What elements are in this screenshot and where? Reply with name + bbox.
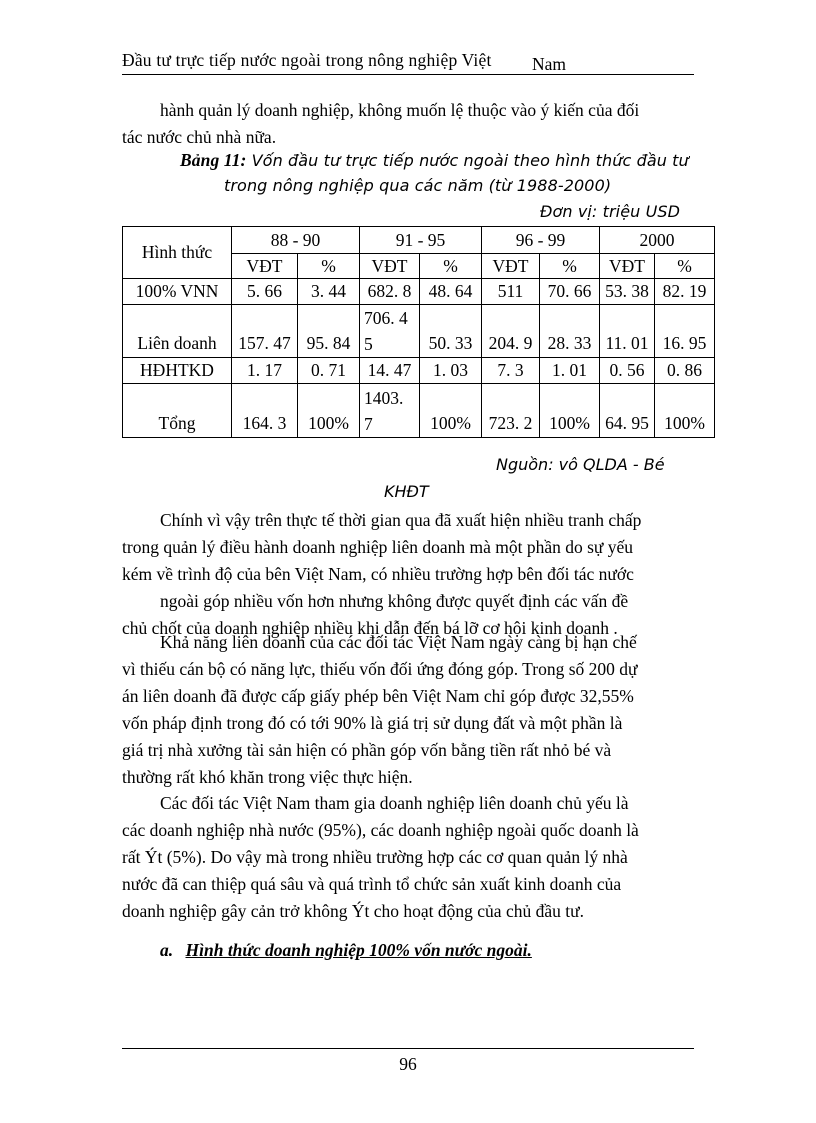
table-cell: 100% — [420, 384, 482, 438]
table-cell: 1. 03 — [420, 358, 482, 384]
table-caption-label: Bảng 11: — [180, 150, 247, 170]
para-line: giá trị nhà xưởng tài sản hiện có phần góp vốn bằng tiền rất nhỏ bé và — [122, 740, 612, 760]
table-cell: 28. 33 — [540, 305, 600, 358]
table-cell: 50. 33 — [420, 305, 482, 358]
paragraph-2 — [122, 629, 694, 794]
sub-header: % — [420, 254, 482, 279]
table-cell: 7. 3 — [482, 358, 540, 384]
para-line: vì thiếu cán bộ có năng lực, thiếu vốn đối ứng đóng góp. Trong số 200 dự — [122, 659, 638, 679]
para-line: Các đối tác Việt Nam tham gia doanh nghiệp liên doanh chủ yếu là — [160, 793, 629, 813]
table-cell: 11. 01 — [600, 305, 655, 358]
section-heading — [160, 940, 532, 961]
intro-line: hành quản lý doanh nghiệp, không muốn lệ thuộc vào ý kiến của đối — [160, 100, 640, 120]
table-cell: 682. 8 — [360, 279, 420, 305]
table-cell: 511 — [482, 279, 540, 305]
sub-header: % — [298, 254, 360, 279]
para-line: chủ chốt của doanh nghiệp nhiều khi dẫn đến bá lỡ cơ hội kinh doanh . — [122, 618, 618, 638]
table-cell: 82. 19 — [655, 279, 715, 305]
table-cell: 14. 47 — [360, 358, 420, 384]
table-cell: 53. 38 — [600, 279, 655, 305]
sub-header: VĐT — [360, 254, 420, 279]
footer-rule — [122, 1048, 694, 1049]
sub-header: VĐT — [600, 254, 655, 279]
intro-line: tác nước chủ nhà nữa. — [122, 127, 277, 147]
sub-header: VĐT — [482, 254, 540, 279]
table-unit: Đơn vị: triệu USD — [540, 202, 681, 221]
para-line: doanh nghiệp gây cản trở không Ýt cho hoạt động của chủ đầu tư. — [122, 901, 584, 921]
table-cell: 100% — [655, 384, 715, 438]
paragraph-3 — [122, 790, 694, 930]
paragraph-1 — [122, 507, 694, 647]
source-line2: KHĐT — [384, 482, 429, 501]
para-line: vốn pháp định trong đó có tới 90% là giá trị sử dụng đất và một phần là — [122, 713, 623, 733]
para-line: nước đã can thiệp quá sâu và quá trình tổ chức sản xuất kinh doanh của — [122, 874, 622, 894]
row-label: Tổng — [123, 384, 232, 438]
table-row — [123, 384, 715, 438]
para-line: Chính vì vậy trên thực tế thời gian qua đã xuất hiện nhiều tranh chấp — [160, 510, 642, 530]
table-cell: 100% — [540, 384, 600, 438]
para-line: rất Ýt (5%). Do vậy mà trong nhiều trường hợp các cơ quan quản lý nhà — [122, 847, 628, 867]
sub-header: VĐT — [232, 254, 298, 279]
intro-paragraph — [122, 97, 694, 157]
section-marker: a. — [160, 940, 174, 960]
table-cell: 157. 47 — [232, 305, 298, 358]
investment-table — [122, 226, 715, 438]
sub-header: % — [540, 254, 600, 279]
period-header: 96 - 99 — [482, 227, 600, 254]
table-cell: 164. 3 — [232, 384, 298, 438]
table-cell: 706. 45 — [360, 305, 420, 358]
table-caption-text: Vốn đầu tư trực tiếp nước ngoài theo hình thức đầu tư — [251, 151, 689, 170]
table-caption-line1 — [180, 150, 689, 171]
row-label: 100% VNN — [123, 279, 232, 305]
period-header: 91 - 95 — [360, 227, 482, 254]
source-line1: Nguồn: vô QLDA - Bé — [496, 455, 665, 474]
table-cell: 1. 17 — [232, 358, 298, 384]
header-title: Đầu tư trực tiếp nước ngoài trong nông nghiệp Việt — [122, 50, 492, 70]
para-line: ngoài góp nhiều vốn hơn nhưng không được quyết định các vấn đề — [160, 591, 629, 611]
table-row — [123, 279, 715, 305]
row-label: Liên doanh — [123, 305, 232, 358]
para-line: Khả năng liên doanh của các đối tác Việt Nam ngày càng bị hạn chế — [160, 632, 637, 652]
section-title: Hình thức doanh nghiệp 100% vốn nước ngoài. — [185, 940, 532, 960]
table-cell: 204. 9 — [482, 305, 540, 358]
table-cell: 16. 95 — [655, 305, 715, 358]
table-cell: 64. 95 — [600, 384, 655, 438]
table-cell: 100% — [298, 384, 360, 438]
page-number: 96 — [399, 1054, 417, 1074]
table-caption-line2: trong nông nghiệp qua các năm (từ 1988-2000) — [224, 176, 612, 195]
table-row — [123, 358, 715, 384]
table-cell: 5. 66 — [232, 279, 298, 305]
table-cell: 0. 56 — [600, 358, 655, 384]
table-cell: 1. 01 — [540, 358, 600, 384]
table-cell: 1403. 7 — [360, 384, 420, 438]
header-title-tail: Nam — [532, 54, 567, 74]
period-header: 88 - 90 — [232, 227, 360, 254]
para-line: án liên doanh đã được cấp giấy phép bên Việt Nam chỉ góp được 32,55% — [122, 686, 634, 706]
table-cell: 0. 86 — [655, 358, 715, 384]
para-line: các doanh nghiệp nhà nước (95%), các doanh nghiệp ngoài quốc doanh là — [122, 820, 639, 840]
table-cell: 48. 64 — [420, 279, 482, 305]
table-cell: 723. 2 — [482, 384, 540, 438]
table-cell: 95. 84 — [298, 305, 360, 358]
table-cell: 0. 71 — [298, 358, 360, 384]
para-line: kém về trình độ của bên Việt Nam, có nhiều trường hợp bên đối tác nước — [122, 564, 634, 584]
table-row — [123, 305, 715, 358]
page-header — [122, 48, 694, 75]
para-line: trong quản lý điều hành doanh nghiệp liên doanh mà một phần do sự yếu — [122, 537, 634, 557]
para-line: thường rất khó khăn trong việc thực hiện. — [122, 767, 413, 787]
period-header: 2000 — [600, 227, 715, 254]
table-row-header: Hình thức — [123, 227, 232, 279]
table-cell: 70. 66 — [540, 279, 600, 305]
row-label: HĐHTKD — [123, 358, 232, 384]
table-cell: 3. 44 — [298, 279, 360, 305]
sub-header: % — [655, 254, 715, 279]
